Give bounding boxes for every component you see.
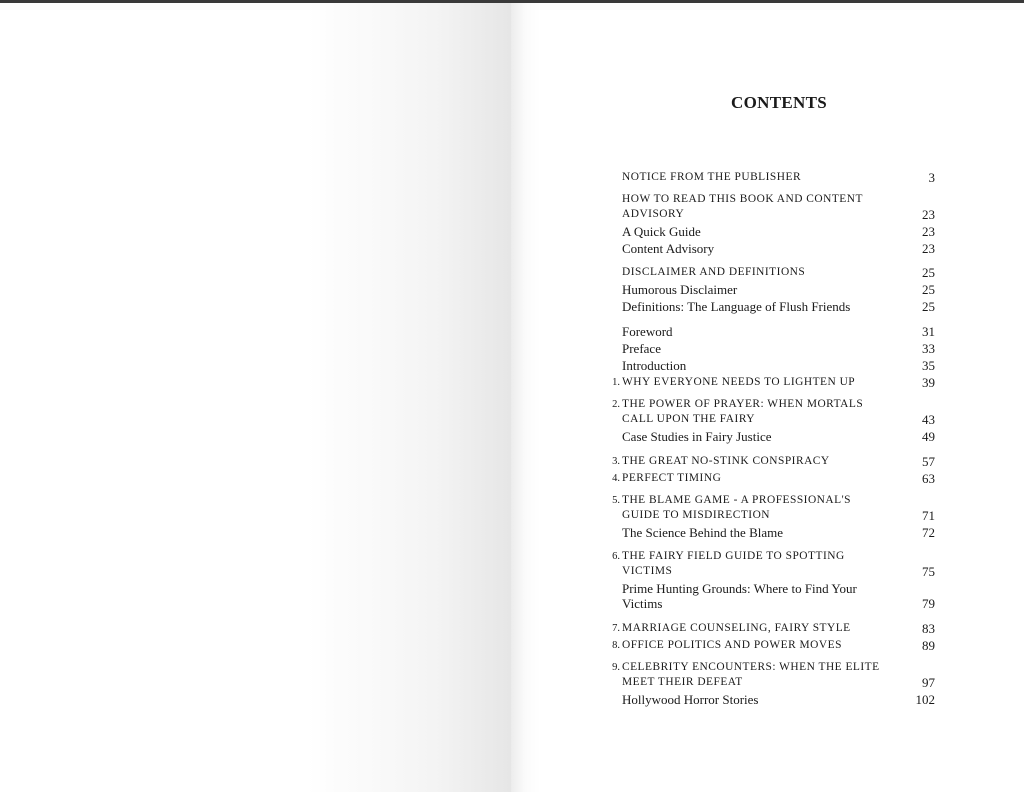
toc-page-number: 39 (922, 375, 935, 390)
toc-page-number: 25 (922, 282, 935, 297)
toc-page-number: 25 (922, 299, 935, 314)
chapter-number: 5. (612, 495, 620, 506)
toc-entry-title: THE GREAT NO-STINK CONSPIRACY (622, 455, 830, 467)
contents-title: CONTENTS (731, 93, 827, 112)
toc-page-number: 89 (922, 638, 935, 653)
toc-entry-title: DISCLAIMER AND DEFINITIONS (622, 266, 806, 278)
toc-entry-title: PERFECT TIMING (622, 472, 722, 484)
toc-page-number: 23 (922, 207, 935, 222)
toc-entry-title: CALL UPON THE FAIRY (622, 413, 756, 425)
toc-page-number: 63 (922, 471, 935, 486)
toc-entry-title: ADVISORY (622, 208, 685, 220)
chapter-number: 2. (612, 399, 620, 410)
chapter-number: 7. (612, 623, 620, 634)
toc-entry-title: Hollywood Horror Stories (622, 692, 759, 707)
toc-page-number: 79 (922, 596, 935, 611)
toc-page-number: 49 (922, 429, 935, 444)
toc-entry-title: Content Advisory (622, 241, 715, 256)
toc-entry-title: VICTIMS (622, 565, 673, 577)
toc-page-number: 71 (922, 508, 935, 523)
toc-entry-title: THE POWER OF PRAYER: WHEN MORTALS (622, 398, 864, 410)
toc-page-number: 72 (922, 525, 935, 540)
chapter-number: 6. (612, 551, 620, 562)
toc-page-number: 35 (922, 358, 935, 373)
toc-entry-title: GUIDE TO MISDIRECTION (622, 509, 771, 521)
toc-entry-title: Foreword (622, 324, 673, 339)
toc-page-number: 75 (922, 564, 935, 579)
toc-page-number: 25 (922, 265, 935, 280)
chapter-number: 4. (612, 473, 620, 484)
toc-entry-title: Case Studies in Fairy Justice (622, 429, 772, 444)
toc-entry-title: MEET THEIR DEFEAT (622, 676, 743, 688)
left-page (0, 3, 511, 792)
toc-entry-title: Victims (622, 596, 663, 611)
toc-entry-title: The Science Behind the Blame (622, 525, 784, 540)
chapter-number: 8. (612, 640, 620, 651)
chapter-number: 3. (612, 456, 620, 467)
toc-page-number: 102 (915, 692, 935, 707)
chapter-number: 9. (612, 662, 620, 673)
toc-entry-title: Introduction (622, 358, 687, 373)
toc-page-number: 23 (922, 224, 935, 239)
toc-entry-title: Humorous Disclaimer (622, 282, 738, 297)
toc-entry-title: OFFICE POLITICS AND POWER MOVES (622, 639, 842, 651)
toc-entry-title: Prime Hunting Grounds: Where to Find Your (622, 581, 857, 596)
toc-page-number: 43 (922, 412, 935, 427)
toc-entry-title: NOTICE FROM THE PUBLISHER (622, 171, 802, 183)
toc-page-number: 57 (922, 454, 935, 469)
toc-entry-title: Preface (622, 341, 661, 356)
toc-entry-title: THE BLAME GAME - A PROFESSIONAL'S (622, 494, 851, 506)
toc-page-number: 83 (922, 621, 935, 636)
toc-page-number: 23 (922, 241, 935, 256)
toc-entry-title: THE FAIRY FIELD GUIDE TO SPOTTING (622, 550, 845, 562)
toc-entry-title: HOW TO READ THIS BOOK AND CONTENT (622, 193, 863, 205)
toc-page-number: 33 (922, 341, 935, 356)
toc-entry-title: MARRIAGE COUNSELING, FAIRY STYLE (622, 622, 851, 634)
toc-entry-title: CELEBRITY ENCOUNTERS: WHEN THE ELITE (622, 661, 880, 673)
toc-page-number: 31 (922, 324, 935, 339)
toc-entry-title: Definitions: The Language of Flush Friends (622, 299, 851, 314)
toc-page-number: 97 (922, 675, 935, 690)
toc-page-number: 3 (928, 170, 935, 185)
chapter-number: 1. (612, 377, 620, 388)
toc-entry-title: WHY EVERYONE NEEDS TO LIGHTEN UP (622, 376, 856, 388)
toc-entry-title: A Quick Guide (622, 224, 701, 239)
